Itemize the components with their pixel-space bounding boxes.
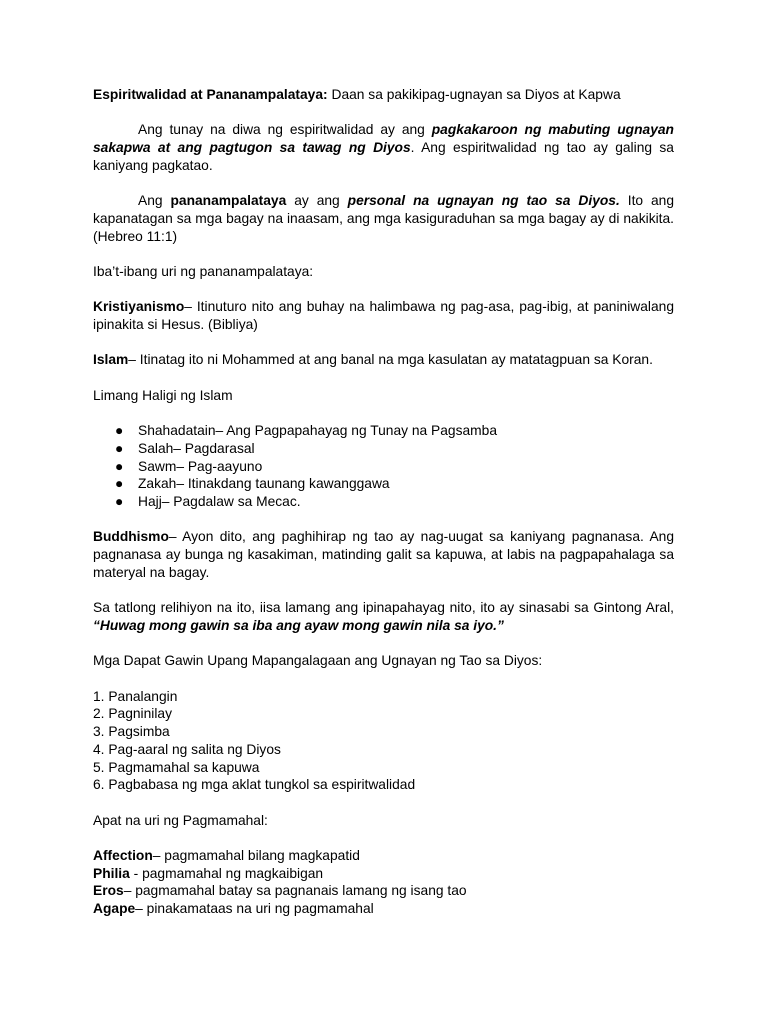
list-item <box>93 493 674 511</box>
love-heading: Apat na uri ng Pagmamahal: <box>93 812 268 828</box>
list-item <box>93 865 674 883</box>
list-item: 4. Pag-aaral ng salita ng Diyos <box>93 741 281 757</box>
paragraph-espiritwalidad <box>93 121 674 174</box>
text-run: – Ayon dito, ang paghihirap ng tao ay nag-uugat sa kaniyang pagnanasa. Ang pagnanasa ay bunga ng kasakiman, matinding galit sa kapuwa, at labis na pagpapahalaga sa materyal na bagay. <box>93 529 674 580</box>
document-title <box>93 86 674 104</box>
list-item <box>93 882 674 900</box>
list-item <box>93 422 674 440</box>
document-body <box>93 86 674 936</box>
list-item: 6. Pagbabasa ng mga aklat tungkol sa espiritwalidad <box>93 777 416 793</box>
term-bold: Islam <box>93 352 129 368</box>
list-item-text: Hajj– Pagdalaw sa Mecac. <box>138 494 301 510</box>
list-item-text: Zakah– Itinakdang taunang kawanggawa <box>138 476 390 492</box>
term-bold: Affection <box>93 848 153 864</box>
title-bold: Espiritwalidad at Pananampalataya: <box>93 87 328 102</box>
list-item <box>93 475 674 493</box>
list-item <box>93 900 674 918</box>
text-run: ay ang <box>286 193 348 209</box>
bullet-icon: ● <box>115 476 124 492</box>
duties-heading: Mga Dapat Gawin Upang Mapangalagaan ang Ugnayan ng Tao sa Diyos: <box>93 653 543 669</box>
bullet-icon: ● <box>115 494 124 510</box>
list-item: 3. Pagsimba <box>93 724 170 740</box>
term-bold: Eros <box>93 883 124 899</box>
term-bold: Philia <box>93 865 130 881</box>
bullet-icon: ● <box>115 440 124 456</box>
list-item: 2. Pagninilay <box>93 706 173 722</box>
text-run: - pagmamahal ng magkaibigan <box>129 865 324 881</box>
types-heading: Iba’t-ibang uri ng pananampalataya: <box>93 263 314 279</box>
pillars-heading: Limang Haligi ng Islam <box>93 387 233 403</box>
emphasis-run: pagkakaroon ng mabuting ugnayan sakapwa at ang pagtugon sa tawag ng Diyos <box>93 122 674 156</box>
text-run: – Itinuturo nito ang buhay na halimbawa ng pag-asa, pag-ibig, at paniniwalang ipinakita si Hesus. (Bibliya) <box>93 299 674 333</box>
text-run: – pagmamahal bilang magkapatid <box>152 848 360 864</box>
love-types-list <box>93 847 674 918</box>
text-run: – Itinatag ito ni Mohammed at ang banal na mga kasulatan ay matatagpuan sa Koran. <box>128 352 653 368</box>
text-run: – pagmamahal batay sa pagnanais lamang ng isang tao <box>123 883 467 899</box>
paragraph-islam <box>93 351 674 369</box>
term-bold: Buddhismo <box>93 529 169 545</box>
text-run: Ang <box>138 193 171 209</box>
list-item-text: Sawm– Pag-aayuno <box>138 458 263 474</box>
title-rest: Daan sa pakikipag-ugnayan sa Diyos at Kapwa <box>327 87 621 102</box>
list-item-text: Salah– Pagdarasal <box>138 440 255 456</box>
paragraph-buddhismo <box>93 528 674 581</box>
text-run: . Ang espiritwalidad ng tao ay galing sa kaniyang pagkatao. <box>93 140 674 173</box>
pillars-list <box>93 422 674 511</box>
bullet-icon: ● <box>115 458 124 474</box>
term-bold: pananampalataya <box>170 193 287 209</box>
text-run: Ito ang kapanatagan sa mga bagay na inaasam, ang mga kasiguraduhan sa mga bagay ay di nakikita. (Hebreo 11:1) <box>93 193 675 244</box>
list-item <box>93 440 674 458</box>
text-run: Sa tatlong relihiyon na ito, iisa lamang ang ipinapahayag nito, ito ay sinasabi sa Gintong Aral, <box>93 600 674 616</box>
list-item: 5. Pagmamahal sa kapuwa <box>93 759 260 775</box>
paragraph-gintong-aral <box>93 599 674 634</box>
text-run: – pinakamataas na uri ng pagmamahal <box>135 901 374 917</box>
paragraph-kristiyanismo <box>93 298 674 333</box>
text-run: Ang tunay na diwa ng espiritwalidad ay ang <box>138 122 432 138</box>
list-item: 1. Panalangin <box>93 688 178 704</box>
paragraph-pananampalataya <box>93 192 674 245</box>
list-item-text: Shahadatain– Ang Pagpapahayag ng Tunay na Pagsamba <box>138 423 498 439</box>
list-item <box>93 847 674 865</box>
emphasis-run: “Huwag mong gawin sa iba ang ayaw mong gawin nila sa iyo.” <box>93 617 504 633</box>
duties-list <box>93 688 674 794</box>
emphasis-run: personal na ugnayan ng tao sa Diyos. <box>347 193 620 209</box>
list-item <box>93 458 674 476</box>
bullet-icon: ● <box>115 423 124 439</box>
term-bold: Agape <box>93 901 136 917</box>
term-bold: Kristiyanismo <box>93 299 185 315</box>
